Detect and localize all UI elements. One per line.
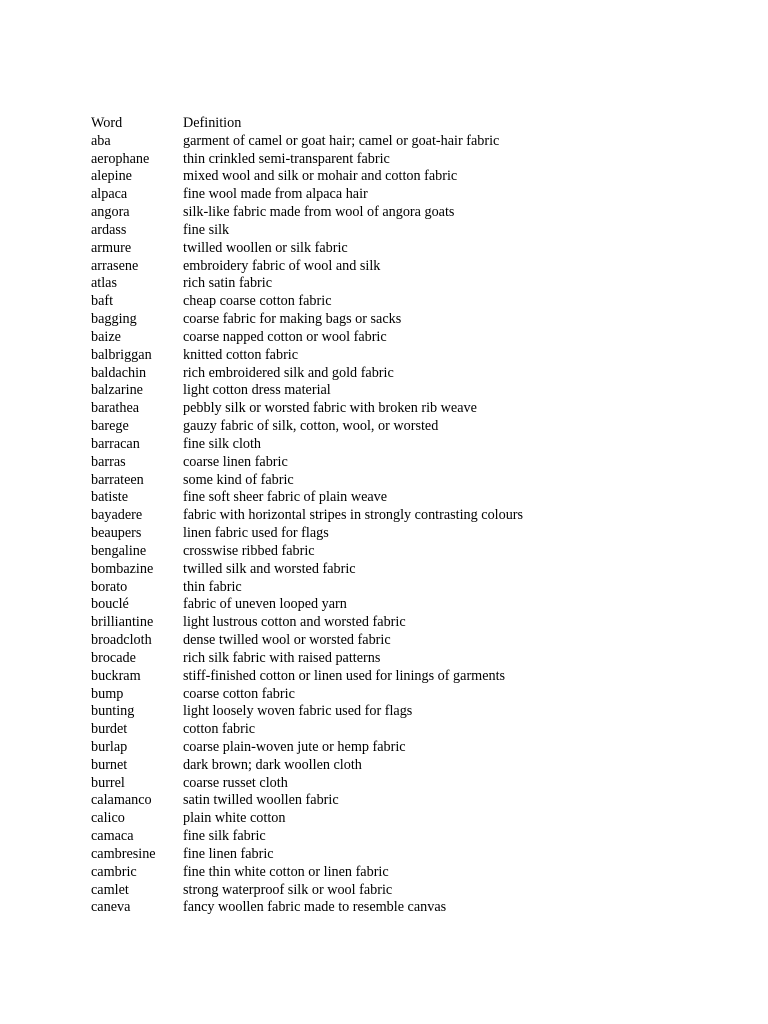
definition-cell: fine thin white cotton or linen fabric: [183, 863, 389, 880]
table-row: [91, 703, 671, 721]
table-row: [91, 436, 671, 454]
table-row: [91, 792, 671, 810]
table-row: [91, 454, 671, 472]
definition-cell: garment of camel or goat hair; camel or goat-hair fabric: [183, 132, 500, 149]
definition-cell: satin twilled woollen fabric: [183, 792, 339, 809]
table-row: [91, 258, 671, 276]
definition-cell: light lustrous cotton and worsted fabric: [183, 614, 406, 631]
definition-cell: coarse plain-woven jute or hemp fabric: [183, 738, 406, 755]
table-row: [91, 168, 671, 186]
definition-cell: light cotton dress material: [183, 382, 331, 399]
definition-cell: coarse russet cloth: [183, 774, 288, 791]
term-cell: alepine: [91, 168, 132, 185]
definition-cell: fine silk fabric: [183, 828, 266, 845]
definition-cell: coarse linen fabric: [183, 453, 288, 470]
table-row: [91, 650, 671, 668]
table-row: [91, 275, 671, 293]
definition-cell: knitted cotton fabric: [183, 346, 299, 363]
table-row: [91, 846, 671, 864]
term-cell: calamanco: [91, 792, 152, 809]
term-cell: cambric: [91, 863, 137, 880]
definition-cell: silk-like fabric made from wool of angora goats: [183, 204, 455, 221]
term-cell: borato: [91, 578, 128, 595]
table-row: [91, 204, 671, 222]
definition-cell: twilled woollen or silk fabric: [183, 239, 348, 256]
definition-cell: stiff-finished cotton or linen used for linings of garments: [183, 667, 506, 684]
term-cell: baft: [91, 293, 114, 310]
table-row: [91, 561, 671, 579]
term-cell: bombazine: [91, 560, 154, 577]
term-cell: burrel: [91, 774, 125, 791]
table-row: [91, 382, 671, 400]
term-cell: batiste: [91, 489, 129, 506]
table-row: [91, 151, 671, 169]
table-row: [91, 525, 671, 543]
definition-cell: pebbly silk or worsted fabric with broken rib weave: [183, 400, 477, 417]
term-cell: bengaline: [91, 542, 147, 559]
term-cell: aerophane: [91, 150, 150, 167]
table-row: [91, 418, 671, 436]
term-cell: angora: [91, 204, 130, 221]
table-row: [91, 686, 671, 704]
word-column-header: Word: [91, 115, 123, 131]
definition-cell: rich satin fabric: [183, 275, 273, 292]
table-row: [91, 596, 671, 614]
term-cell: barrateen: [91, 471, 144, 488]
definition-cell: light loosely woven fabric used for flags: [183, 703, 413, 720]
definition-cell: thin fabric: [183, 578, 242, 595]
term-cell: barracan: [91, 435, 140, 452]
term-cell: barege: [91, 418, 129, 435]
table-row: [91, 882, 671, 900]
term-cell: barras: [91, 453, 126, 470]
definition-cell: some kind of fabric: [183, 471, 294, 488]
term-cell: bump: [91, 685, 124, 702]
table-row: [91, 365, 671, 383]
definition-cell: mixed wool and silk or mohair and cotton fabric: [183, 168, 458, 185]
term-cell: burdet: [91, 721, 128, 738]
term-cell: aba: [91, 132, 111, 149]
definition-cell: gauzy fabric of silk, cotton, wool, or worsted: [183, 418, 439, 435]
table-row: [91, 472, 671, 490]
definition-cell: dense twilled wool or worsted fabric: [183, 632, 391, 649]
table-row: [91, 775, 671, 793]
table-row: [91, 828, 671, 846]
table-row: [91, 240, 671, 258]
table-row: [91, 739, 671, 757]
definition-cell: crosswise ribbed fabric: [183, 542, 315, 559]
term-cell: baldachin: [91, 364, 147, 381]
definition-cell: fine linen fabric: [183, 845, 274, 862]
term-cell: bagging: [91, 311, 137, 328]
term-cell: baize: [91, 328, 121, 345]
definition-cell: coarse napped cotton or wool fabric: [183, 328, 387, 345]
term-cell: barathea: [91, 400, 140, 417]
definition-cell: coarse cotton fabric: [183, 685, 295, 702]
definition-cell: fine silk cloth: [183, 435, 262, 452]
table-row: [91, 400, 671, 418]
term-cell: caneva: [91, 899, 131, 916]
table-row: [91, 864, 671, 882]
table-row: [91, 329, 671, 347]
term-cell: burnet: [91, 756, 128, 773]
term-cell: atlas: [91, 275, 117, 292]
fabric-glossary-table: [91, 115, 671, 917]
definition-cell: plain white cotton: [183, 810, 286, 827]
table-row: [91, 721, 671, 739]
definition-cell: fabric of uneven looped yarn: [183, 596, 347, 613]
term-cell: burlap: [91, 738, 128, 755]
table-row: [91, 489, 671, 507]
definition-cell: fine soft sheer fabric of plain weave: [183, 489, 388, 506]
table-row: [91, 810, 671, 828]
definition-cell: coarse fabric for making bags or sacks: [183, 311, 402, 328]
table-row: [91, 899, 671, 917]
table-row: [91, 133, 671, 151]
term-cell: buckram: [91, 667, 141, 684]
table-row: [91, 311, 671, 329]
term-cell: bunting: [91, 703, 135, 720]
table-row: [91, 293, 671, 311]
table-row: [91, 579, 671, 597]
term-cell: cambresine: [91, 845, 156, 862]
definition-cell: rich silk fabric with raised patterns: [183, 649, 381, 666]
term-cell: bouclé: [91, 596, 129, 613]
definition-cell: twilled silk and worsted fabric: [183, 560, 356, 577]
table-row: [91, 186, 671, 204]
definition-cell: cheap coarse cotton fabric: [183, 293, 332, 310]
term-cell: brilliantine: [91, 614, 154, 631]
definition-cell: dark brown; dark woollen cloth: [183, 756, 362, 773]
definition-cell: thin crinkled semi-transparent fabric: [183, 150, 390, 167]
definition-cell: linen fabric used for flags: [183, 525, 329, 542]
term-cell: beaupers: [91, 525, 142, 542]
term-cell: arrasene: [91, 257, 139, 274]
table-row: [91, 632, 671, 650]
definition-cell: fancy woollen fabric made to resemble canvas: [183, 899, 447, 916]
table-row: [91, 614, 671, 632]
table-row: [91, 757, 671, 775]
table-body: [91, 133, 671, 917]
term-cell: balbriggan: [91, 346, 152, 363]
term-cell: camaca: [91, 828, 134, 845]
definition-cell: strong waterproof silk or wool fabric: [183, 881, 393, 898]
definition-cell: embroidery fabric of wool and silk: [183, 257, 381, 274]
term-cell: brocade: [91, 649, 136, 666]
term-cell: broadcloth: [91, 632, 152, 649]
definition-cell: fine wool made from alpaca hair: [183, 186, 368, 203]
definition-cell: fine silk: [183, 221, 230, 238]
term-cell: calico: [91, 810, 125, 827]
term-cell: bayadere: [91, 507, 143, 524]
table-row: [91, 222, 671, 240]
table-row: [91, 507, 671, 525]
definition-cell: rich embroidered silk and gold fabric: [183, 364, 394, 381]
table-header-row: [91, 115, 671, 133]
table-row: [91, 543, 671, 561]
term-cell: alpaca: [91, 186, 128, 203]
term-cell: balzarine: [91, 382, 143, 399]
definition-cell: fabric with horizontal stripes in strongly contrasting colours: [183, 507, 524, 524]
term-cell: ardass: [91, 221, 127, 238]
definition-column-header: Definition: [183, 115, 242, 131]
definition-cell: cotton fabric: [183, 721, 256, 738]
table-row: [91, 347, 671, 365]
term-cell: camlet: [91, 881, 129, 898]
term-cell: armure: [91, 239, 132, 256]
table-row: [91, 668, 671, 686]
